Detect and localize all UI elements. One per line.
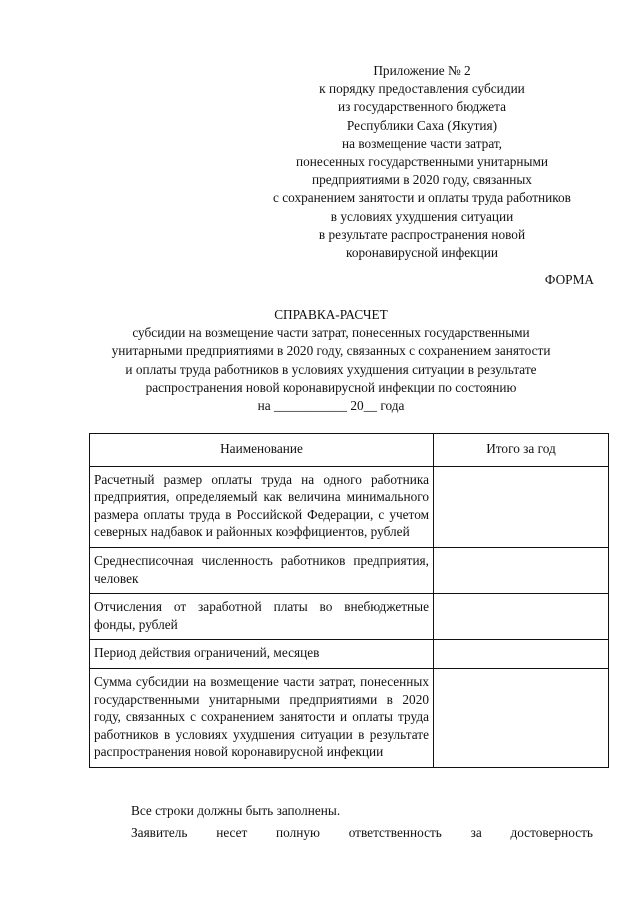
row-total-cell[interactable] bbox=[434, 640, 609, 669]
row-name: Расчетный размер оплаты труда на одного работника предприятия, определяемый как величина минимального размера оплаты труда в Российской Федерации, с учетом северных надбавок и районных коэффициентов, рублей bbox=[90, 466, 434, 547]
title-line: и оплаты труда работников в условиях ухудшения ситуации в результате bbox=[125, 361, 537, 377]
appendix-line: понесенных государственными унитарными bbox=[296, 154, 548, 170]
table-row bbox=[90, 594, 609, 640]
appendix-line: с сохранением занятости и оплаты труда работников bbox=[273, 190, 571, 206]
title-date-line: на ___________ 20__ года bbox=[257, 398, 405, 414]
note-responsibility: Заявитель несет полную ответственность за достоверность bbox=[131, 825, 593, 840]
table-row bbox=[90, 547, 609, 593]
header-total: Итого за год bbox=[434, 434, 609, 467]
row-name: Период действия ограничений, месяцев bbox=[90, 640, 434, 669]
calculation-table bbox=[89, 433, 609, 768]
note-all-rows: Все строки должны быть заполнены. bbox=[131, 803, 341, 818]
table-row bbox=[90, 466, 609, 547]
appendix-line: на возмещение части затрат, bbox=[341, 135, 503, 151]
appendix-line: Республики Саха (Якутия) bbox=[346, 117, 498, 133]
row-total-cell[interactable] bbox=[434, 594, 609, 640]
row-name: Среднесписочная численность работников предприятия, человек bbox=[90, 547, 434, 593]
title-line: субсидии на возмещение части затрат, понесенных государственными bbox=[132, 325, 530, 341]
row-name: Отчисления от заработной платы во внебюджетные фонды, рублей bbox=[90, 594, 434, 640]
form-label: ФОРМА bbox=[544, 272, 594, 287]
appendix-header bbox=[236, 62, 608, 262]
row-total-cell[interactable] bbox=[434, 668, 609, 767]
row-name: Сумма субсидии на возмещение части затрат, понесенных государственными унитарными предприятиями в 2020 году, связанных с сохранением занятости и оплаты труда работников в условиях ухудшения ситуации в результате распространения новой коронавирусной инфекции bbox=[90, 668, 434, 767]
appendix-line: Приложение № 2 bbox=[373, 63, 471, 78]
row-total-cell[interactable] bbox=[434, 466, 609, 547]
header-name: Наименование bbox=[90, 434, 434, 467]
appendix-line: к порядку предоставления субсидии bbox=[319, 81, 525, 97]
document-title bbox=[60, 306, 602, 415]
appendix-line: коронавирусной инфекции bbox=[346, 245, 498, 261]
appendix-line: в результате распространения новой bbox=[318, 226, 526, 242]
appendix-line: из государственного бюджета bbox=[337, 99, 506, 115]
row-total-cell[interactable] bbox=[434, 547, 609, 593]
appendix-line: в условиях ухудшения ситуации bbox=[330, 208, 514, 224]
appendix-line: предприятиями в 2020 году, связанных bbox=[312, 172, 532, 188]
title-line: унитарными предприятиями в 2020 году, связанных с сохранением занятости bbox=[111, 343, 551, 359]
table-row bbox=[90, 640, 609, 669]
table-row bbox=[90, 668, 609, 767]
title-line: распространения новой коронавирусной инфекции по состоянию bbox=[145, 379, 517, 395]
title-heading: СПРАВКА-РАСЧЕТ bbox=[274, 307, 388, 322]
table-header-row bbox=[90, 434, 609, 467]
